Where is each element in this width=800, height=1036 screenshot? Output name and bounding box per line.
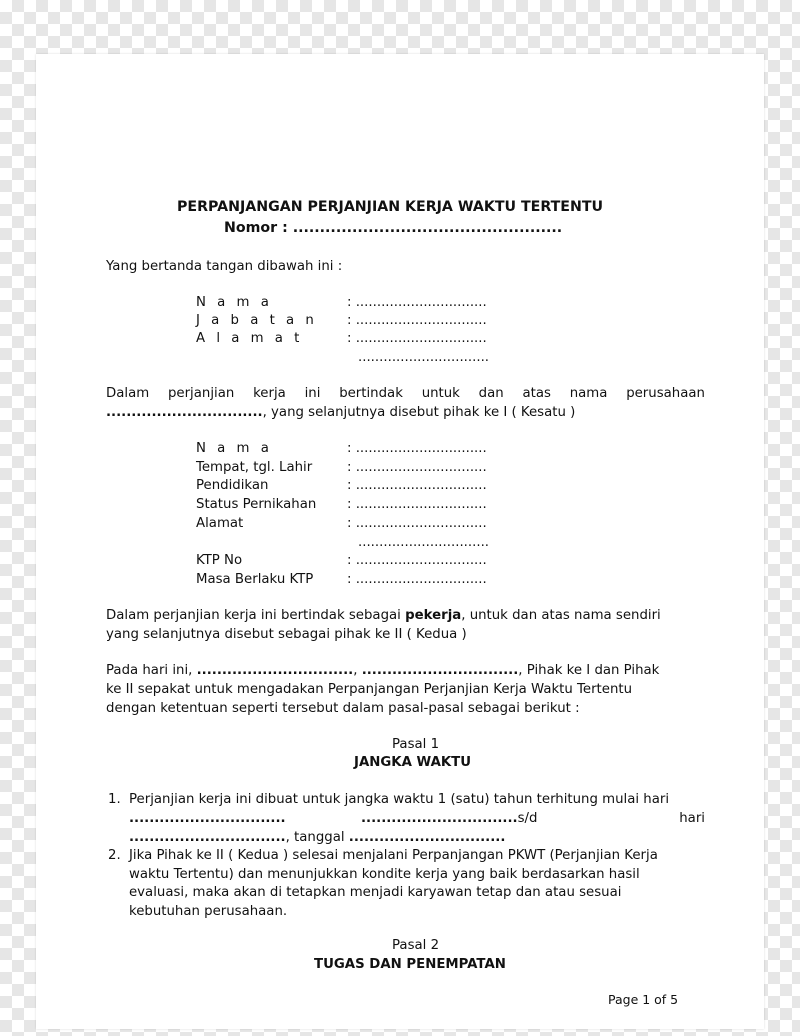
field-value: : ............................... xyxy=(347,460,487,475)
field-label: N a m a xyxy=(196,441,273,456)
item-2-line-2: waktu Tertentu) dan menunjukkan kondite kerja yang baik berdasarkan hasil xyxy=(129,867,640,882)
item-2-line-4: kebutuhan perusahaan. xyxy=(129,904,288,919)
paragraph-3-line-2: ke II sepakat untuk mengadakan Perpanjangan Perjanjian Kerja Waktu Tertentu xyxy=(106,682,633,697)
paragraph-3-line-3: dengan ketentuan seperti tersebut dalam pasal-pasal sebagai berikut : xyxy=(106,701,580,716)
item-1-line-3: ..............................., tanggal ............................... xyxy=(129,830,506,845)
field-value: : ............................... xyxy=(347,516,487,531)
field-label: J a b a t a n xyxy=(196,313,318,328)
intro-text: Yang bertanda tangan dibawah ini : xyxy=(106,259,343,274)
paragraph-2-line-2: yang selanjutnya disebut sebagai pihak ke II ( Kedua ) xyxy=(106,627,467,642)
field-value: : ............................... xyxy=(347,497,487,512)
pasal-1-title: JANGKA WAKTU xyxy=(354,755,472,770)
item-1-line-2: ............................... ...............................s/d hari xyxy=(129,811,705,826)
paragraph-3-line-1: Pada hari ini, ..............................., ..............................., Pihak ke I dan Pihak xyxy=(106,663,660,678)
document-page xyxy=(36,54,764,1029)
document-title: PERPANJANGAN PERJANJIAN KERJA WAKTU TERTENTU xyxy=(177,199,604,215)
document-number: Nomor : .................................................. xyxy=(224,220,563,236)
field-value: : ............................... xyxy=(347,313,487,328)
field-label: A l a m a t xyxy=(196,331,303,346)
item-1-number: 1. xyxy=(108,792,121,807)
field-value: : ............................... xyxy=(347,295,487,310)
page-number: Page 1 of 5 xyxy=(608,992,679,1007)
field-value: : ............................... xyxy=(347,553,487,568)
paragraph-2-line-1: Dalam perjanjian kerja ini bertindak sebagai pekerja, untuk dan atas nama sendiri xyxy=(106,608,661,623)
paragraph-1-line-1: Dalam perjanjian kerja ini bertindak untuk dan atas nama perusahaan xyxy=(106,386,705,401)
field-label: KTP No xyxy=(196,553,243,568)
paragraph-1-line-2: ..............................., yang selanjutnya disebut pihak ke I ( Kesatu ) xyxy=(106,405,576,420)
item-2-line-1: Jika Pihak ke II ( Kedua ) selesai menjalani Perpanjangan PKWT (Perjanjian Kerja xyxy=(129,848,658,863)
pasal-2-title: TUGAS DAN PENEMPATAN xyxy=(314,957,506,972)
field-value: : ............................... xyxy=(347,441,487,456)
field-label: Tempat, tgl. Lahir xyxy=(196,460,313,475)
field-label: N a m a xyxy=(196,295,273,310)
item-1-line-1: Perjanjian kerja ini dibuat untuk jangka waktu 1 (satu) tahun terhitung mulai hari xyxy=(129,792,670,807)
field-value: ............................... xyxy=(358,350,490,365)
pasal-1-label: Pasal 1 xyxy=(392,737,440,752)
item-2-line-3: evaluasi, maka akan di tetapkan menjadi karyawan tetap dan atau sesuai xyxy=(129,885,622,900)
field-label: Pendidikan xyxy=(196,478,269,493)
field-value: ............................... xyxy=(358,535,490,550)
field-label: Status Pernikahan xyxy=(196,497,317,512)
field-value: : ............................... xyxy=(347,572,487,587)
field-value: : ............................... xyxy=(347,478,487,493)
field-value: : ............................... xyxy=(347,331,487,346)
field-label: Alamat xyxy=(196,516,244,531)
pasal-2-label: Pasal 2 xyxy=(392,938,440,953)
field-label: Masa Berlaku KTP xyxy=(196,572,314,587)
item-2-number: 2. xyxy=(108,848,121,863)
